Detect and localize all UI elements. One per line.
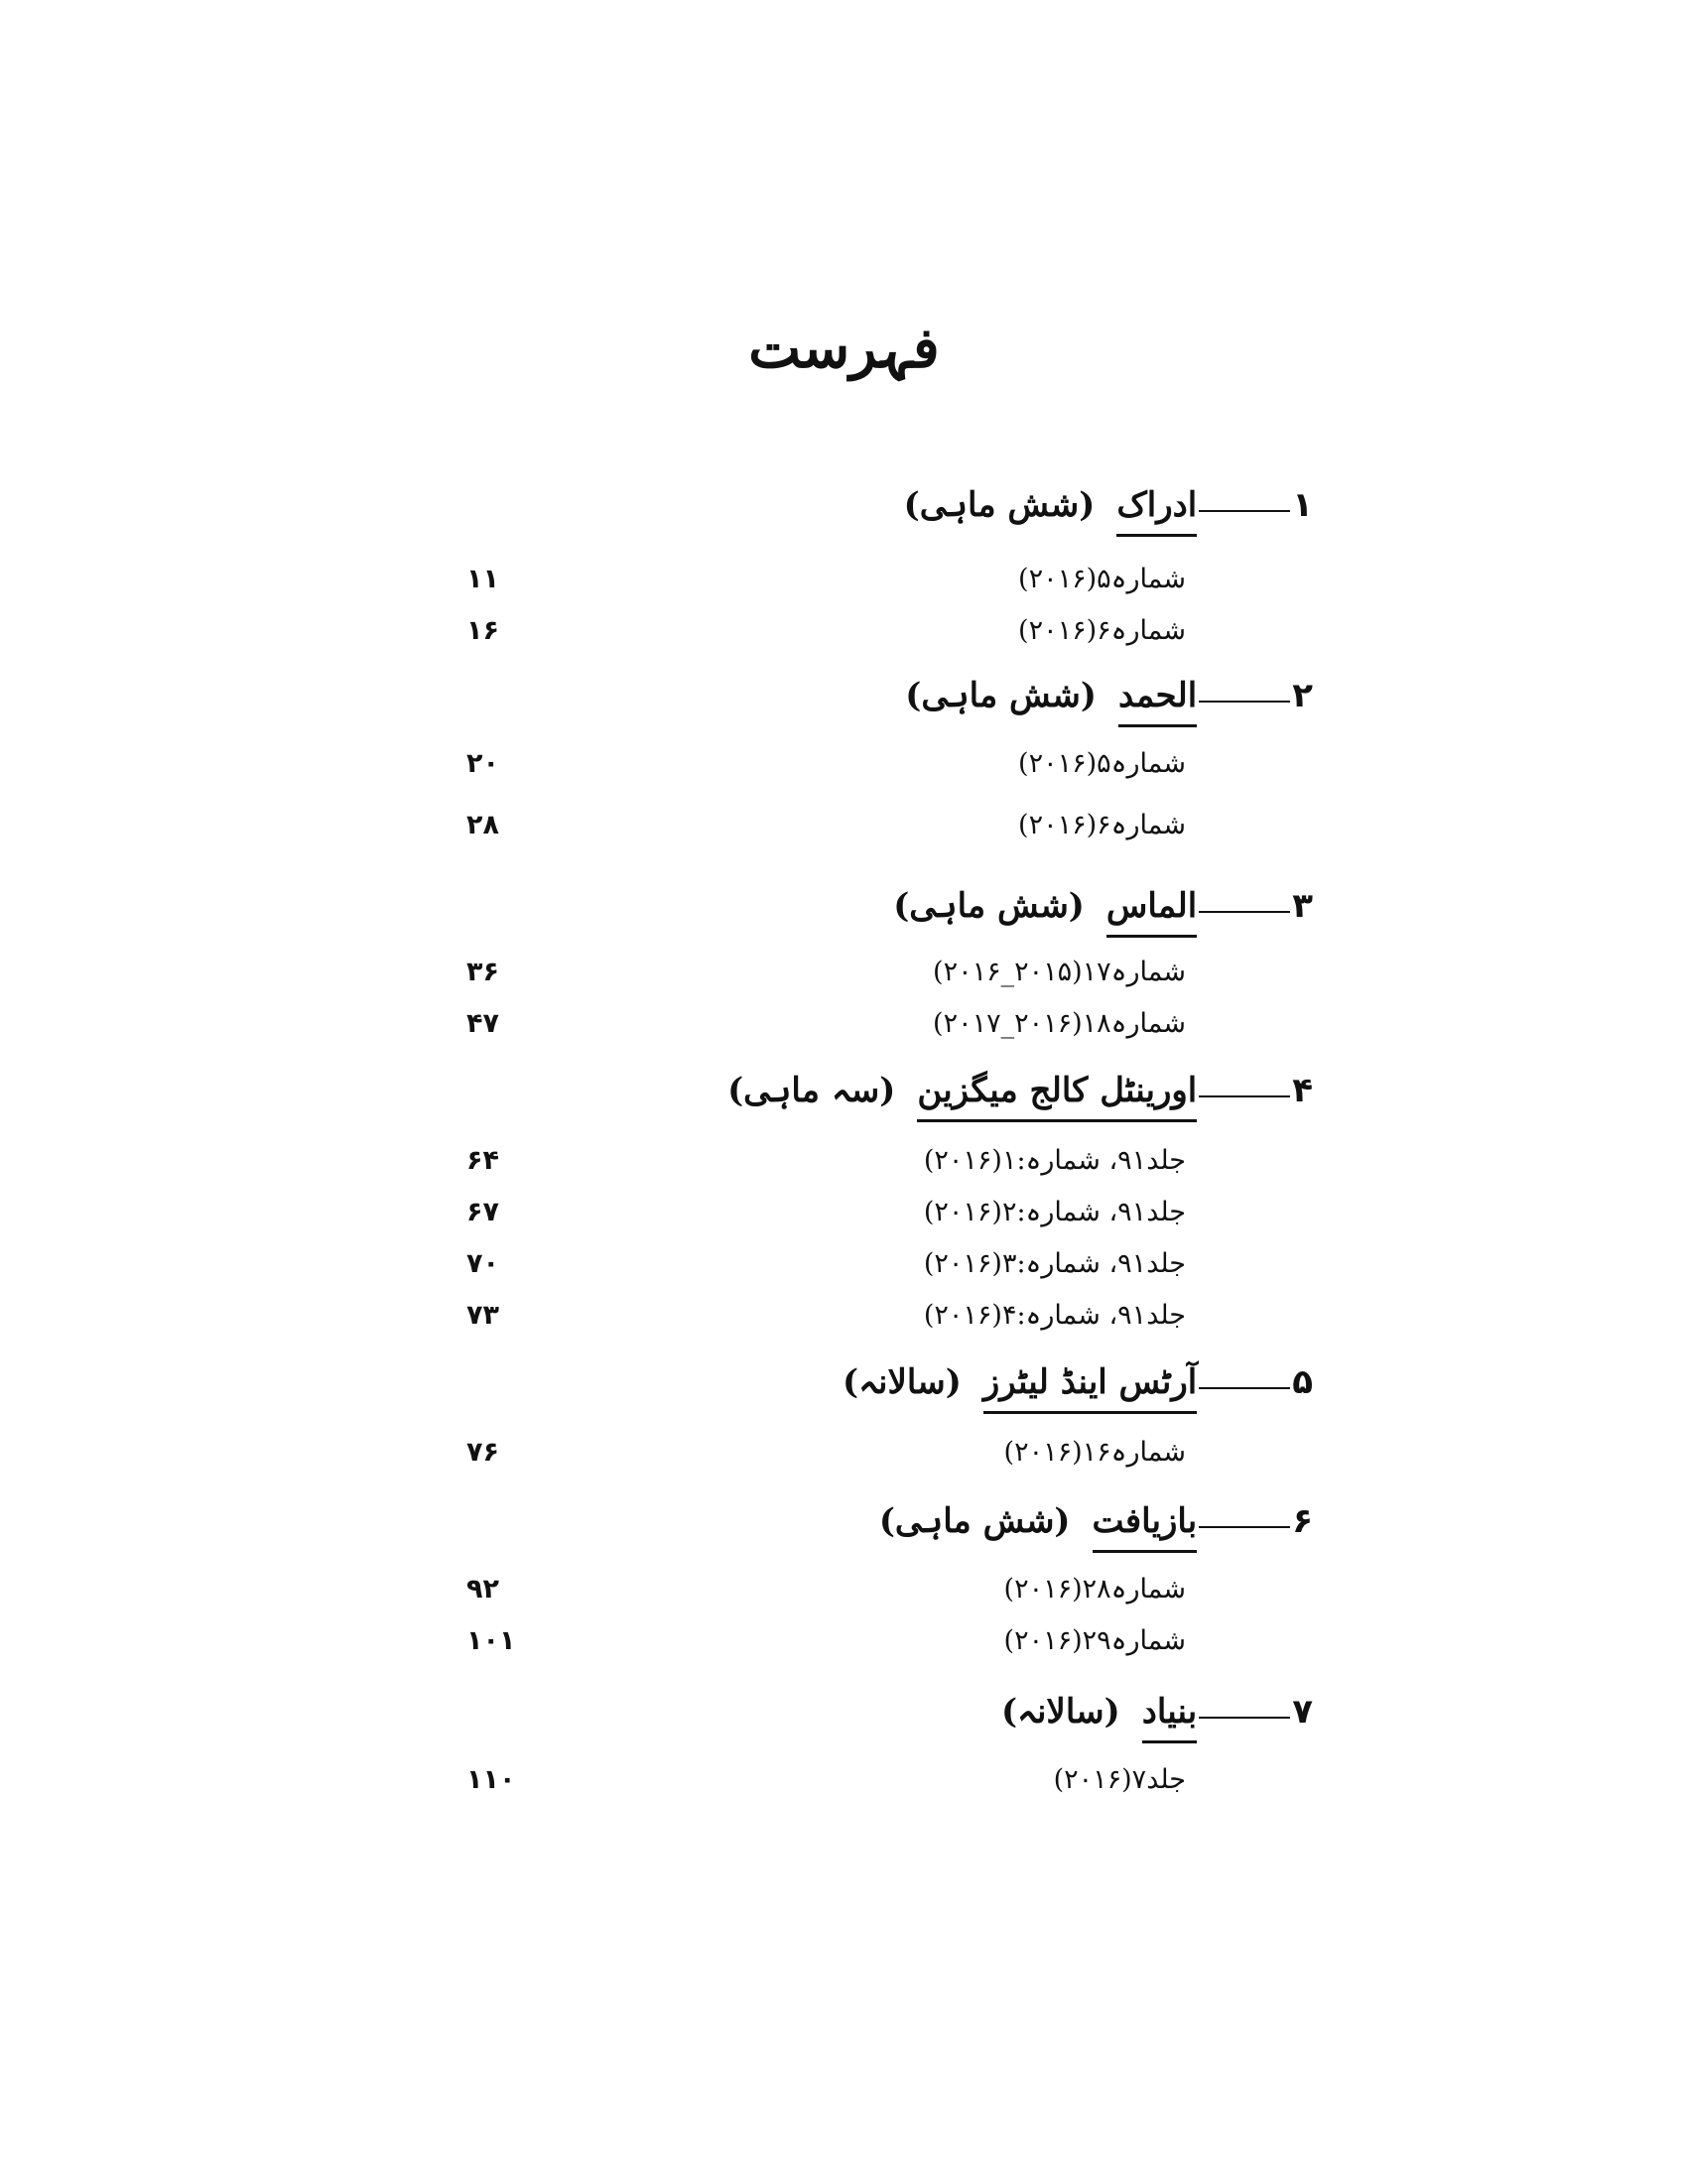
journal-frequency: (شش ماہی) <box>903 485 1096 525</box>
issue-label: شمارہ۵(۲۰۱۶) <box>1018 748 1186 779</box>
section-heading <box>893 881 1313 938</box>
section-heading <box>727 1066 1313 1122</box>
section-heading <box>843 1357 1313 1414</box>
issue-page: ۶۷ <box>466 1197 499 1227</box>
journal-name: بنیاد <box>1142 1687 1197 1743</box>
journal-name: ادراک <box>1116 480 1197 537</box>
leader-line <box>1199 1526 1290 1528</box>
journal-name: الماس <box>1106 881 1197 938</box>
issue-page: ۱۰۱ <box>466 1625 516 1656</box>
leader-line <box>1199 1717 1290 1719</box>
section-number: ۲ <box>1292 676 1313 715</box>
page-title: فہرست <box>748 316 940 381</box>
issue-page: ۲۸ <box>466 810 499 840</box>
section-number: ۵ <box>1292 1362 1313 1402</box>
issue-label: شمارہ۱۶(۲۰۱۶) <box>1003 1437 1186 1468</box>
issue-page: ۱۱۰ <box>466 1764 516 1795</box>
leader-line <box>1199 701 1290 703</box>
issue-label: شمارہ۶(۲۰۱۶) <box>1018 810 1186 840</box>
issue-label: شمارہ۲۸(۲۰۱۶) <box>1003 1574 1186 1605</box>
section-heading <box>905 671 1313 727</box>
leader-line <box>1199 510 1290 512</box>
issue-page: ۲۰ <box>466 748 499 779</box>
issue-page: ۶۴ <box>466 1145 499 1176</box>
journal-name: آرٹس اینڈ لیٹرز <box>983 1357 1197 1414</box>
issue-page: ۹۲ <box>466 1574 499 1605</box>
leader-line <box>1199 1095 1290 1097</box>
leader-line <box>1199 1387 1290 1389</box>
issue-label: جلد۹۱، شمارہ:۳(۲۰۱۶) <box>923 1248 1186 1279</box>
section-number: ۷ <box>1292 1692 1313 1732</box>
journal-frequency: (شش ماہی) <box>905 676 1097 715</box>
section-number: ۳ <box>1292 886 1313 926</box>
issue-label: شمارہ۵(۲۰۱۶) <box>1018 564 1186 594</box>
issue-page: ۱۱ <box>466 564 499 594</box>
issue-page: ۳۶ <box>466 957 499 987</box>
journal-frequency: (سالانہ) <box>843 1362 962 1402</box>
issue-label: شمارہ۱۸(۲۰۱۶_۲۰۱۷) <box>933 1008 1186 1039</box>
issue-label: جلد۹۱، شمارہ:۲(۲۰۱۶) <box>923 1197 1186 1227</box>
issue-label: جلد۷(۲۰۱۶) <box>1053 1764 1186 1795</box>
section-number: ۱ <box>1292 485 1313 525</box>
journal-name: الحمد <box>1118 671 1197 727</box>
journal-frequency: (شش ماہی) <box>893 886 1085 926</box>
issue-page: ۷۶ <box>466 1437 499 1468</box>
leader-line <box>1199 911 1290 913</box>
issue-label: شمارہ۱۷(۲۰۱۵_۲۰۱۶) <box>933 957 1186 987</box>
section-number: ۶ <box>1292 1501 1313 1541</box>
issue-page: ۷۰ <box>466 1248 499 1279</box>
section-heading <box>1001 1687 1313 1743</box>
section-heading <box>904 480 1313 537</box>
journal-name: بازیافت <box>1093 1496 1198 1553</box>
journal-frequency: (شش ماہی) <box>878 1501 1071 1541</box>
issue-page: ۷۳ <box>466 1300 499 1331</box>
journal-frequency: (سالانہ) <box>1000 1692 1120 1732</box>
issue-label: شمارہ۲۹(۲۰۱۶) <box>1003 1625 1186 1656</box>
section-heading <box>879 1496 1313 1553</box>
issue-page: ۴۷ <box>466 1008 499 1039</box>
issue-label: جلد۹۱، شمارہ:۱(۲۰۱۶) <box>923 1145 1186 1176</box>
section-number: ۴ <box>1292 1071 1313 1110</box>
journal-frequency: (سہ ماہی) <box>727 1071 896 1110</box>
issue-page: ۱۶ <box>466 615 499 646</box>
issue-label: شمارہ۶(۲۰۱۶) <box>1018 615 1186 646</box>
issue-label: جلد۹۱، شمارہ:۴(۲۰۱۶) <box>923 1300 1186 1331</box>
journal-name: اورینٹل کالج میگزین <box>917 1066 1197 1122</box>
